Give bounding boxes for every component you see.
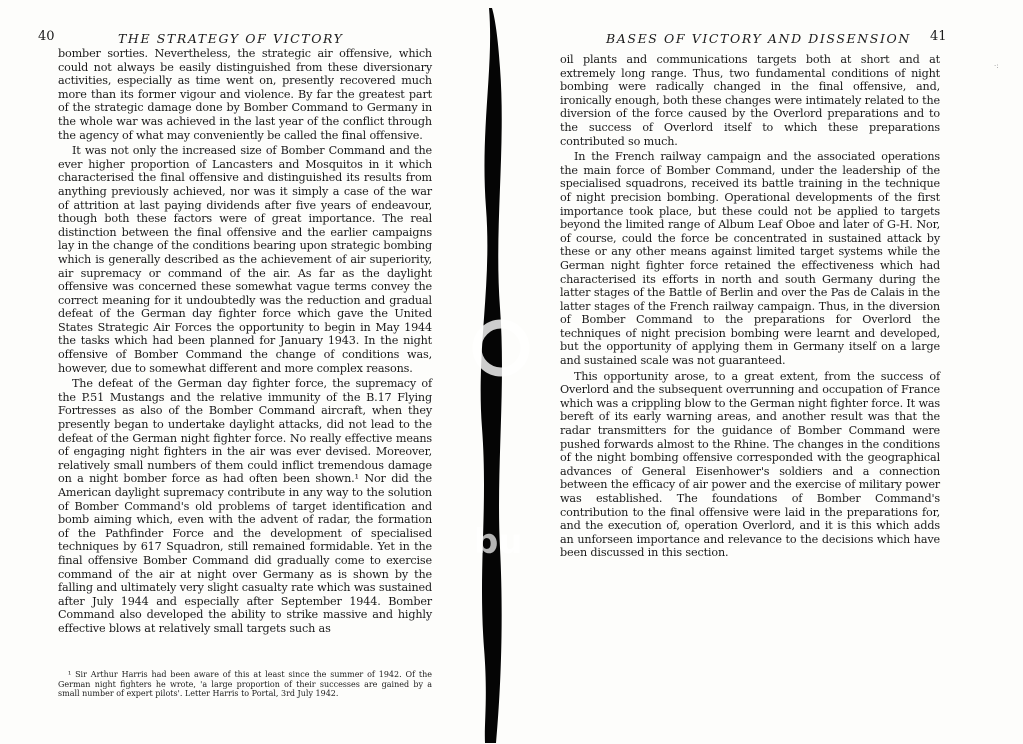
left-paragraph-2: It was not only the increased size of Bomber Command and the ever higher proportion of Lancasters and Mosquitos in it which characterised the final offensive and distinguished its results from anything previously achieved, nor was it simply a case of the war of attrition at last paying dividends after five years of endeavour, though both these factors were of great importance. The real distinction between the final offensive and the earlier campaigns lay in the change of the conditions bearing upon strategic bombing which is generally described as the achievement of air superiority, air supremacy or command of the air. As far as the daylight offensive was concerned these somewhat vague terms convey the correct meaning for it undoubtedly was the reduction and gradual defeat of the German day fighter force which gave the United States Strategic Air Forces the opportunity to begin in May 1944 the tasks which had been planned for January 1943. In the night offensive of Bomber Command the change of conditions was, however, due to somewhat different and more complex reasons.: [58, 144, 432, 375]
right-paragraph-3: This opportunity arose, to a great extent, from the success of Overlord and the subsequent overrunning and occupation of France which was a crippling blow to the German night fighter force. It was bereft of its early warning areas, and another result was that the radar transmitters for the guidance of Bomber Command were pushed forwards almost to the Rhine. The changes in the conditions of the night bombing offensive corresponded with the geographical advances of General Eisenhower's soldiers and a connection between the efficacy of air power and the exercise of military power was established. The foundations of Bomber Command's contribution to the final offensive were laid in the preparations for, and the execution of, operation Overlord, and it is this which adds an unforseen importance and relevance to the decisions which have been discussed in this section.: [560, 369, 940, 560]
left-body-text: [58, 47, 432, 636]
left-footnote: [58, 670, 432, 699]
right-page: [500, 0, 1023, 744]
right-body-text: [560, 53, 940, 560]
left-page-number: 40: [38, 29, 55, 44]
right-paragraph-1: oil plants and communications targets both at short and at extremely long range. Thus, two fundamental conditions of night bombing were radically changed in the final offensive, and, ironically enough, both these changes were intimately related to the diversion of the force caused by the Overlord preparations and to the success of Overlord itself to which these preparations contributed so much.: [560, 53, 940, 148]
right-running-head: BASES OF VICTORY AND DISSENSION: [606, 31, 911, 46]
left-running-head: THE STRATEGY OF VICTORY: [118, 31, 344, 46]
watermark-text: bu: [474, 522, 523, 562]
left-page: [0, 0, 486, 744]
left-paragraph-1: bomber sorties. Nevertheless, the strategic air offensive, which could not always be easily distinguished from these diversionary activities, especially as time went on, presently recovered much more than its former vigour and violence. By far the greatest part of the strategic damage done by Bomber Command to Germany in the whole war was achieved in the last year of the conflict through the agency of what may conveniently be called the final offensive.: [58, 47, 432, 142]
right-paragraph-2: In the French railway campaign and the associated operations the main force of Bomber Command, under the leadership of the specialised squadrons, received its battle training in the technique of night precision bombing. Operational developments of the first importance took place, but these could not be applied to targets beyond the limited range of Album Leaf Oboe and later of G-H. Nor, of course, could the force be concentrated in sustained attack by these or any other means against limited target systems while the German night fighter force retained the effectiveness which had characterised its efforts in north and south Germany during the latter stages of the Battle of Berlin and over the Pas de Calais in the latter stages of the French railway campaign. Thus, in the diversion of Bomber Command to the preparations for Overlord the techniques of night precision bombing were learnt and developed, but the opportunity of applying them in Germany itself on a large and sustained scale was not guaranteed.: [560, 150, 940, 368]
left-paragraph-3: The defeat of the German day fighter force, the supremacy of the P.51 Mustangs and the relative immunity of the B.17 Flying Fortresses as also of the Bomber Command aircraft, when they presently began to undertake daylight attacks, did not lead to the defeat of the German night fighter force. No really effective means of engaging night fighters in the air was ever devised. Moreover, relatively small numbers of them could inflict tremendous damage on a night bomber force as had often been shown.¹ Nor did the American daylight supremacy contribute in any way to the solution of Bomber Command's old problems of target identification and bomb aiming which, even with the advent of radar, the formation of the Pathfinder Force and the development of specialised techniques by 617 Squadron, still remained formidable. Yet in the final offensive Bomber Command did gradually come to exercise command of the air at night over Germany as is shown by the falling and ultimately very slight casualty rate which was sustained after July 1944 and especially after September 1944. Bomber Command also developed the ability to strike massive and highly effective blows at relatively small targets such as: [58, 377, 432, 635]
margin-mark: ·:: [994, 62, 999, 70]
footnote-text: ¹ Sir Arthur Harris had been aware of this at least since the summer of 1942. Of the German night fighters he wrote, 'a large proportion of their successes are gained by a small number of expert pilots'. Letter Harris to Portal, 3rd July 1942.: [58, 670, 432, 699]
right-page-number: 41: [930, 29, 947, 44]
